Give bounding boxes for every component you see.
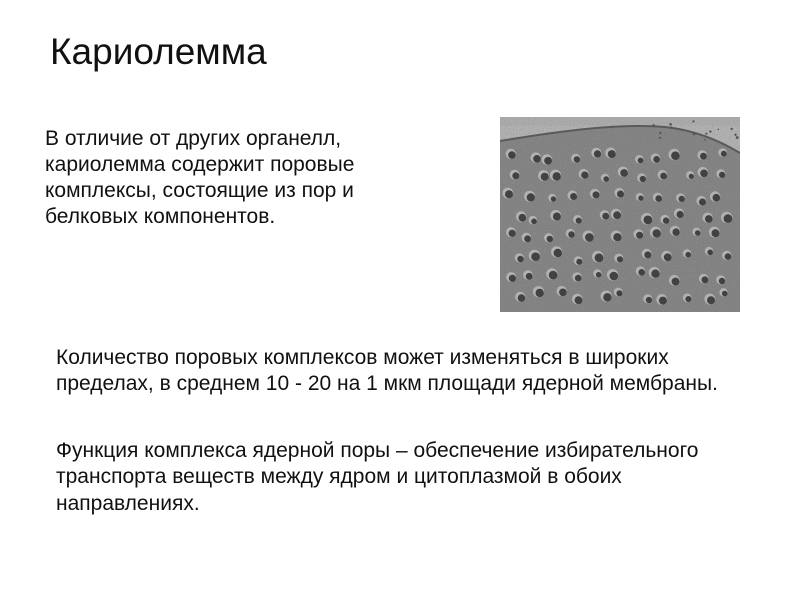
pore	[672, 278, 680, 286]
pore	[685, 296, 691, 302]
pore	[660, 173, 667, 180]
pore	[526, 273, 533, 280]
pore	[549, 271, 558, 280]
pore	[722, 291, 728, 297]
pore	[509, 275, 516, 282]
pore	[553, 172, 561, 180]
speck	[659, 137, 661, 139]
pore	[533, 155, 541, 163]
pore	[719, 278, 725, 284]
pore	[724, 214, 733, 223]
pore	[559, 289, 567, 297]
pore	[576, 259, 582, 265]
pore	[581, 172, 588, 179]
pore	[677, 211, 684, 218]
pore	[570, 193, 577, 200]
pore	[603, 293, 611, 301]
pore	[610, 272, 619, 281]
pore	[547, 236, 553, 242]
speck	[693, 133, 696, 136]
pore	[646, 297, 652, 303]
pore	[705, 215, 713, 223]
pore	[505, 190, 513, 198]
pore	[616, 290, 622, 296]
pore	[603, 176, 609, 182]
paragraph-pore-count: Количество поровых комплексов может изменяться в широких пределах, в среднем 10 - 20 на 1 мкм площади ядерной мембраны.	[56, 346, 718, 396]
pore	[617, 256, 623, 262]
pore	[671, 151, 680, 160]
pore	[536, 289, 544, 297]
pore	[725, 253, 732, 260]
pore	[636, 232, 643, 239]
pore	[568, 231, 574, 237]
pore	[664, 253, 672, 261]
speck	[692, 120, 694, 122]
paragraph-pore-function: Функция комплекса ядерной поры – обеспечение избирательного транспорта веществ между ядром и цитоплазмой в обоих направлениях.	[56, 439, 699, 515]
pore	[585, 233, 594, 242]
pore	[672, 228, 679, 235]
pore	[679, 196, 685, 202]
pore	[509, 230, 516, 237]
pore	[575, 275, 582, 282]
pore	[702, 276, 709, 283]
nuclear-membrane-micrograph-icon	[500, 117, 740, 312]
speck	[736, 136, 739, 139]
pore	[699, 199, 706, 206]
pore	[518, 294, 525, 301]
speck	[731, 128, 733, 130]
pore	[659, 297, 667, 305]
pore	[700, 153, 707, 160]
pore	[713, 194, 721, 202]
pore	[527, 193, 535, 201]
speck	[669, 123, 672, 126]
speck	[670, 126, 672, 128]
pore	[655, 195, 662, 202]
speck	[709, 130, 711, 132]
speck	[652, 124, 655, 127]
pore	[512, 172, 519, 179]
pore	[593, 191, 600, 198]
pore	[638, 269, 645, 276]
pore	[576, 218, 582, 224]
pore	[595, 253, 604, 262]
pore	[721, 151, 727, 157]
speck	[705, 133, 707, 135]
pore	[644, 251, 651, 258]
pore	[554, 249, 562, 257]
pore	[553, 213, 561, 221]
pore	[596, 272, 601, 277]
pore	[651, 270, 659, 278]
pore	[638, 196, 643, 201]
pore	[602, 213, 609, 220]
pore	[663, 217, 669, 223]
pore	[575, 296, 583, 304]
pore	[519, 214, 527, 222]
pore	[707, 296, 715, 304]
pore	[517, 256, 523, 262]
pore	[608, 150, 616, 158]
pore	[640, 176, 646, 182]
pore	[653, 229, 661, 237]
pore	[719, 172, 725, 178]
speck	[704, 139, 706, 141]
pore	[551, 196, 556, 201]
pore	[541, 173, 549, 181]
intro-text: В отличие от других органелл, кариолемма содержит поровые комплексы, состоящие из пор и белковых компонентов.	[45, 127, 355, 229]
pore	[574, 156, 580, 162]
pore	[531, 219, 537, 225]
pore	[638, 158, 644, 164]
speck	[718, 129, 720, 131]
pore	[524, 235, 531, 242]
pore	[695, 230, 701, 236]
speck	[734, 134, 736, 136]
pore	[707, 250, 713, 256]
slide-title: Кариолемма	[50, 31, 267, 72]
pore	[613, 233, 621, 241]
pore	[531, 252, 540, 261]
pore	[700, 170, 708, 178]
speck	[659, 132, 661, 134]
pore	[594, 150, 601, 157]
pore	[508, 151, 515, 158]
pore	[653, 156, 660, 163]
pore	[544, 157, 552, 165]
pore	[617, 191, 624, 198]
pore	[689, 174, 694, 179]
pore	[620, 169, 628, 177]
pore	[685, 252, 691, 258]
pore	[613, 211, 621, 219]
pore	[644, 216, 653, 225]
pore	[712, 229, 720, 237]
